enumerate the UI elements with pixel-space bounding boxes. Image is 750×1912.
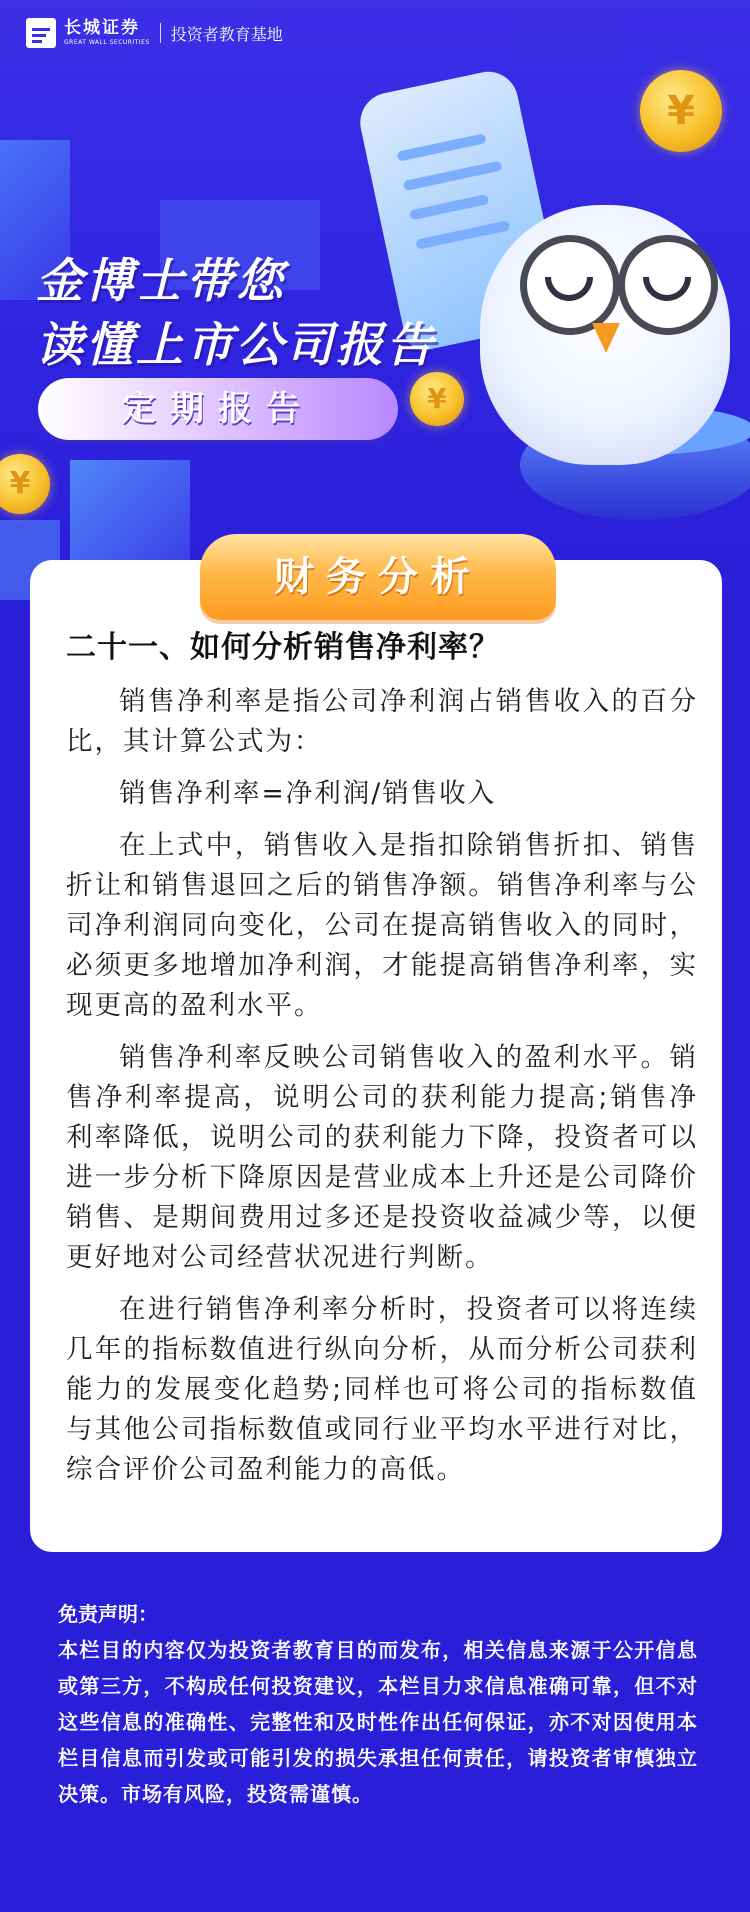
brand-logo-icon	[26, 18, 56, 48]
category-pill	[38, 378, 398, 440]
headline-line-2: 读懂上市公司报告	[36, 318, 436, 373]
brand-name: 长城证券	[64, 18, 140, 38]
question-title: 二十一、如何分析销售净利率？	[66, 630, 500, 665]
coin-icon: ¥	[0, 454, 50, 514]
paragraph-meaning: 销售净利率反映公司销售收入的盈利水平。销售净利率提高，说明公司的获利能力提高;销售净利率降低，说明公司的获利能力下降，投资者可以进一步分析下降原因是营业成本上升还是公司降价销售、是期间费用过多还是投资收益减少等，以便更好地对公司经营状况进行判断。	[66, 1042, 698, 1273]
brand-divider	[160, 23, 161, 43]
paragraph-analysis: 在进行销售净利率分析时，投资者可以将连续几年的指标数值进行纵向分析，从而分析公司获利能力的发展变化趋势;同样也可将公司的指标数值与其他公司指标数值或同行业平均水平进行对比，综合评价公司盈利能力的高低。	[66, 1294, 698, 1485]
paragraph-explanation: 在上式中，销售收入是指扣除销售折扣、销售折让和销售退回之后的销售净额。销售净利率与公司净利润同向变化，公司在提高销售收入的同时，必须更多地增加净利润，才能提高销售净利率，实现更高的盈利水平。	[66, 830, 698, 1021]
brand-tagline: 投资者教育基地	[170, 24, 283, 44]
section-tab-label: 财务分析	[274, 554, 482, 600]
owl-mascot-illustration	[480, 205, 730, 465]
coin-icon: ¥	[410, 372, 464, 426]
brand-english-name: GREAT WALL SECURITIES	[64, 39, 150, 46]
article-body	[66, 628, 698, 1502]
brand-header	[26, 18, 283, 48]
section-tab	[200, 534, 556, 620]
coin-icon: ¥	[640, 70, 722, 152]
hero-banner	[0, 0, 750, 620]
headline-line-1: 金博士带您	[36, 254, 286, 309]
formula: 销售净利率=净利润/销售收入	[119, 778, 497, 809]
disclaimer	[58, 1596, 698, 1812]
disclaimer-body: 本栏目的内容仅为投资者教育目的而发布，相关信息来源于公开信息或第三方，不构成任何投资建议，本栏目力求信息准确可靠，但不对这些信息的准确性、完整性和及时性作出任何保证，亦不对因使用本栏目信息而引发或可能引发的损失承担任何责任，请投资者审慎独立决策。市场有风险，投资需谨慎。	[58, 1638, 698, 1806]
paragraph-definition: 销售净利率是指公司净利润占销售收入的百分比，其计算公式为：	[66, 686, 698, 757]
category-pill-label: 定期报告	[122, 389, 314, 429]
disclaimer-title: 免责声明：	[58, 1602, 158, 1626]
